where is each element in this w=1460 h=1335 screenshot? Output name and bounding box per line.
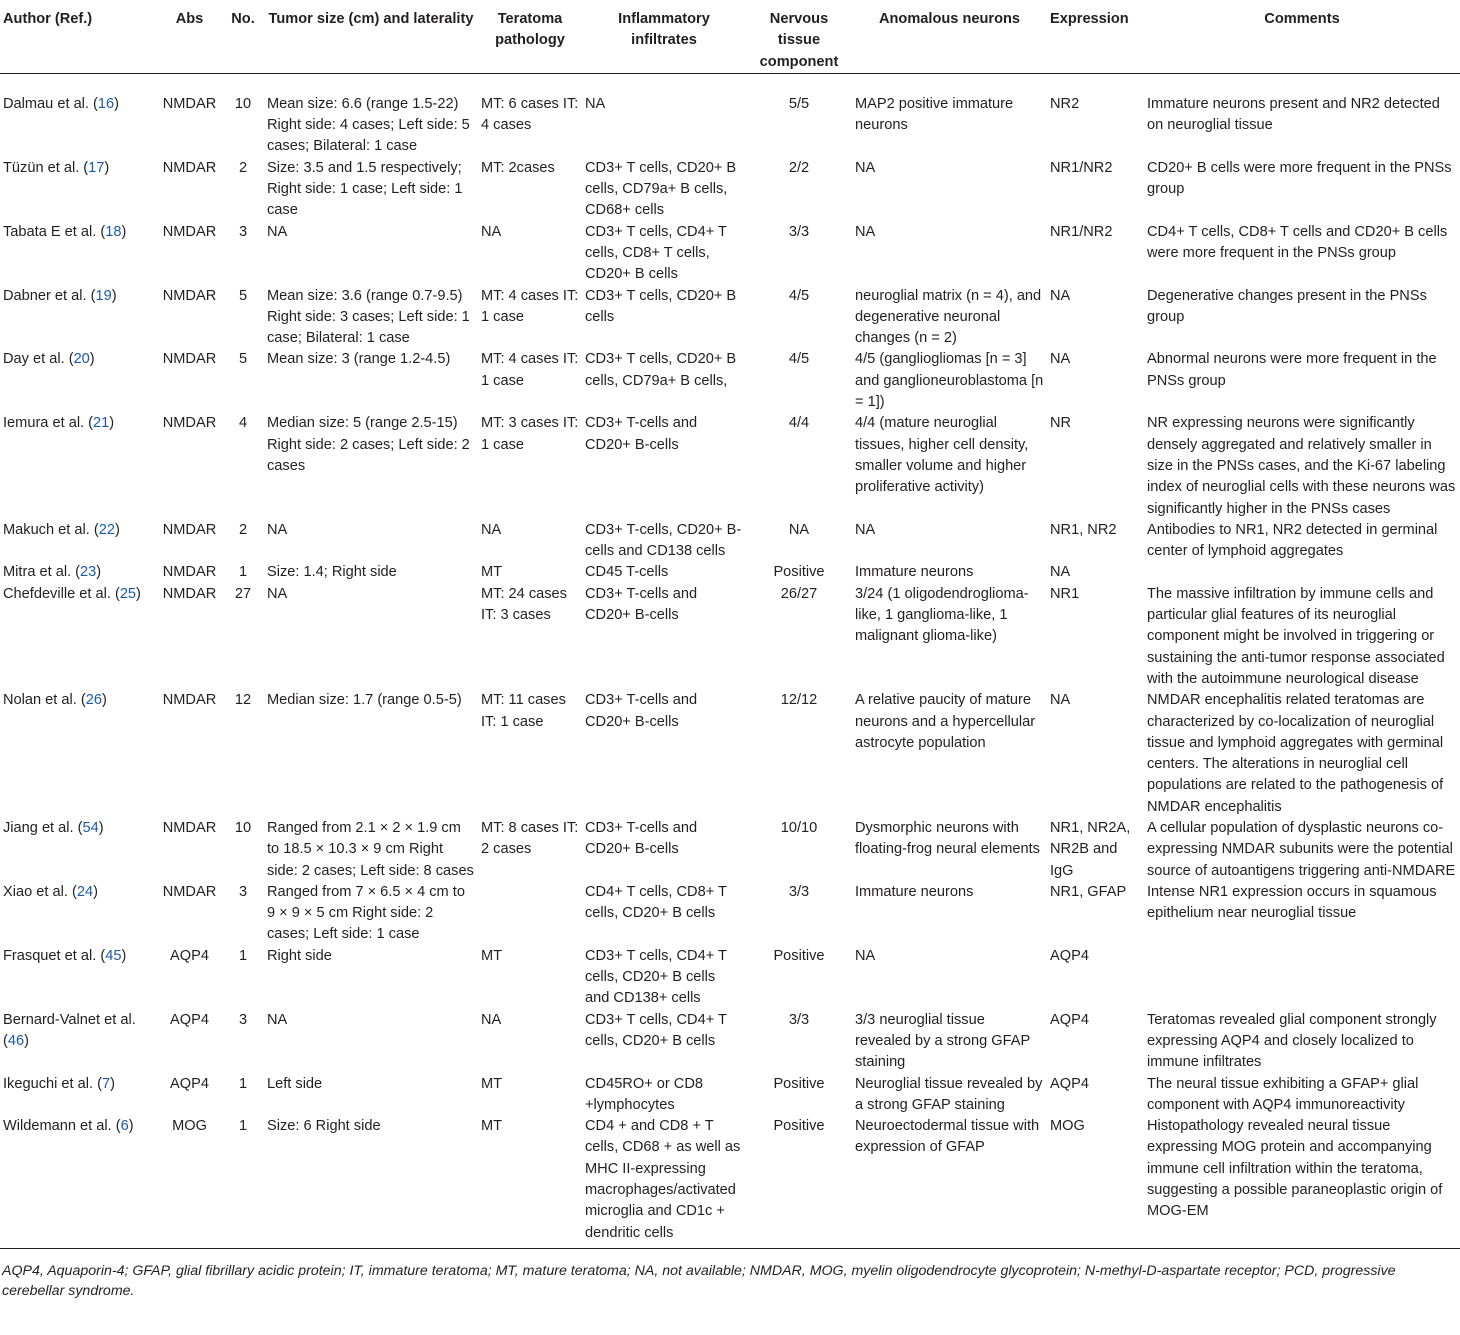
- header-author: Author (Ref.): [0, 0, 157, 73]
- cell-tumor-size: Mean size: 6.6 (range 1.5-22) Right side: 4 cases; Left side: 5 cases; Bilateral: 1 case: [267, 95, 470, 155]
- cell-no: 12: [234, 692, 252, 709]
- cell-comments: Immature neurons present and NR2 detected on neuroglial tissue: [1147, 95, 1440, 134]
- cell-infiltrates: CD3+ T-cells, CD20+ B-cells and CD138 cells: [585, 521, 742, 560]
- cell-no: 10: [234, 95, 252, 112]
- author-name: Chefdeville et al. (: [3, 585, 120, 602]
- table-row: [0, 1116, 1460, 1248]
- author-paren: ): [121, 223, 127, 240]
- cell-abs: NMDAR: [162, 819, 217, 836]
- cell-pathology: MT: 4 cases IT: 1 case: [481, 351, 579, 389]
- cell-expression: NR1, NR2: [1050, 521, 1117, 538]
- author-paren: ): [24, 1032, 29, 1049]
- author-name: Ikeguchi et al. (: [3, 1075, 102, 1092]
- author-paren: ): [96, 564, 102, 581]
- cell-no: 1: [238, 1075, 248, 1092]
- author-paren: ): [114, 521, 120, 538]
- cell-tumor-size: NA: [267, 585, 288, 602]
- cell-tumor-size: NA: [267, 521, 288, 538]
- cell-infiltrates: CD3+ T-cells and CD20+ B-cells: [585, 819, 698, 858]
- cell-comments: [1144, 562, 1460, 583]
- table-row: [0, 818, 1460, 882]
- table-row: [0, 158, 1460, 222]
- cell-no: 10: [234, 819, 252, 836]
- cell-abs: AQP4: [170, 947, 209, 964]
- cell-author: [0, 520, 157, 563]
- cell-expression: NA: [1050, 564, 1071, 581]
- cell-nervous: 12/12: [780, 692, 818, 709]
- author-name: Iemura et al. (: [3, 415, 94, 432]
- cell-expression: NA: [1050, 692, 1071, 709]
- table-footnote: AQP4, Aquaporin-4; GFAP, glial fibrillary acidic protein; IT, immature teratoma; MT, mature teratoma; NA, not available; NMDAR, MOG, myelin oligodendrocyte glycoprotein; N-methyl-D-aspartate receptor; PCD, progressive cerebellar syndrome.: [0, 1248, 1460, 1302]
- cell-nervous: 3/3: [788, 1011, 810, 1028]
- cell-pathology: MT: 24 cases IT: 3 cases: [481, 585, 567, 624]
- cell-abs: NMDAR: [162, 585, 217, 602]
- cell-tumor-size: Mean size: 3 (range 1.2-4.5): [267, 351, 451, 368]
- cell-infiltrates: CD3+ T cells, CD20+ B cells: [585, 287, 737, 325]
- cell-expression: NR1/NR2: [1050, 159, 1113, 176]
- table-row: [0, 349, 1460, 413]
- reference-link[interactable]: 18: [105, 223, 122, 240]
- author-name: Wildemann et al. (: [3, 1118, 121, 1135]
- cell-nervous: 4/4: [788, 415, 810, 432]
- cell-nervous: 4/5: [788, 287, 810, 304]
- table-body: [0, 73, 1460, 1248]
- author-name: Xiao et al. (: [3, 883, 77, 900]
- cell-abs: NMDAR: [162, 521, 217, 538]
- header-infiltrates: Inflammatory infiltrates: [582, 0, 746, 73]
- header-expression: Expression: [1047, 0, 1144, 73]
- cell-neurons: neuroglial matrix (n = 4), and degenerative neuronal changes (n = 2): [855, 287, 1042, 347]
- cell-infiltrates: NA: [585, 95, 606, 112]
- reference-link[interactable]: 46: [7, 1032, 25, 1049]
- header-tumor-size: Tumor size (cm) and laterality: [264, 0, 478, 73]
- author-paren: ): [136, 585, 141, 602]
- cell-nervous: 26/27: [780, 585, 818, 602]
- cell-infiltrates: CD4 + and CD8 + T cells, CD68 + as well as MHC II-expressing macrophages/activated microglia and CD1c + dendritic cells: [585, 1118, 741, 1241]
- cell-abs: NMDAR: [162, 564, 217, 581]
- reference-link[interactable]: 19: [95, 287, 112, 304]
- cell-author: [0, 946, 157, 1010]
- cell-tumor-size: Ranged from 2.1 × 2 × 1.9 cm to 18.5 × 10.3 × 9 cm Right side: 2 cases; Left side: 8 cases: [267, 819, 474, 879]
- cell-infiltrates: CD3+ T-cells and CD20+ B-cells: [585, 692, 698, 730]
- cell-comments: Teratomas revealed glial component strongly expressing AQP4 and closely localized to immune infiltrates: [1147, 1011, 1437, 1071]
- cell-nervous: 4/5: [788, 351, 810, 368]
- cell-expression: MOG: [1050, 1118, 1085, 1135]
- cell-comments: The massive infiltration by immune cells and particular glial features of its neuroglial component might be involved in triggering or sustaining the anti-tumor response associated with the autoimmune neurological disease: [1147, 585, 1445, 687]
- cell-no: 3: [238, 883, 248, 900]
- cell-abs: NMDAR: [162, 692, 217, 709]
- cell-no: 1: [238, 564, 248, 581]
- author-paren: ): [121, 947, 127, 964]
- cell-comments: Histopathology revealed neural tissue expressing MOG protein and accompanying immune cell infiltration within the teratoma, suggesting a possible paraneoplastic origin of MOG-EM: [1147, 1118, 1443, 1220]
- cell-nervous: 5/5: [788, 95, 810, 112]
- table-row: [0, 562, 1460, 583]
- cell-pathology: MT: 8 cases IT: 2 cases: [481, 819, 579, 858]
- reference-link[interactable]: 20: [73, 351, 90, 368]
- cell-expression: NR1, NR2A, NR2B and IgG: [1050, 819, 1131, 879]
- author-name: Tüzün et al. (: [3, 159, 89, 176]
- author-paren: ): [89, 351, 95, 368]
- table-row: [0, 520, 1460, 563]
- table-row: [0, 690, 1460, 818]
- cell-abs: NMDAR: [162, 287, 217, 304]
- cell-no: 5: [238, 287, 248, 304]
- cell-infiltrates: CD4+ T cells, CD8+ T cells, CD20+ B cells: [585, 883, 727, 922]
- cell-pathology: MT: 4 cases IT: 1 case: [481, 287, 579, 325]
- cell-pathology: MT: [481, 947, 503, 964]
- author-paren: ): [98, 819, 104, 836]
- cell-pathology: NA: [481, 223, 502, 240]
- cell-tumor-size: Right side: [267, 947, 332, 964]
- table-row: [0, 286, 1460, 350]
- author-name: Makuch et al. (: [3, 521, 99, 538]
- cell-nervous: Positive: [773, 947, 825, 964]
- header-row: [0, 0, 1460, 73]
- cell-tumor-size: Mean size: 3.6 (range 0.7-9.5) Right side: 3 cases; Left side: 1 case; Bilateral: 1 case: [267, 287, 470, 347]
- cell-author: [0, 73, 157, 157]
- cell-expression: AQP4: [1050, 1075, 1089, 1092]
- cell-comments: CD4+ T cells, CD8+ T cells and CD20+ B cells were more frequent in the PNSs group: [1147, 223, 1448, 261]
- cell-no: 5: [238, 351, 248, 368]
- reference-link[interactable]: 54: [82, 819, 99, 836]
- cell-infiltrates: CD3+ T cells, CD20+ B cells, CD79a+ B cells, CD68+ cells: [585, 159, 737, 219]
- author-name: Dalmau et al. (: [3, 95, 98, 112]
- cell-no: 2: [238, 521, 248, 538]
- cell-nervous: 3/3: [788, 223, 810, 240]
- cell-author: [0, 1116, 157, 1248]
- cell-comments: [1144, 946, 1460, 1010]
- cell-nervous: NA: [788, 521, 810, 538]
- reference-link[interactable]: 21: [93, 415, 110, 432]
- cell-neurons: NA: [855, 947, 876, 964]
- cell-expression: NR2: [1050, 95, 1080, 112]
- reference-link[interactable]: 23: [80, 564, 97, 581]
- cell-nervous: 3/3: [788, 883, 810, 900]
- cell-no: 4: [238, 415, 248, 432]
- cell-nervous: Positive: [773, 564, 825, 581]
- cell-abs: AQP4: [170, 1075, 209, 1092]
- cell-infiltrates: CD3+ T cells, CD20+ B cells, CD79a+ B cells,: [585, 351, 737, 389]
- cell-comments: NR expressing neurons were significantly densely aggregated and relatively smaller in size in the PNSs cases, and the Ki-67 labeling index of neuroglial cells with these neurons was significantly higher in the PNSs cases: [1147, 415, 1456, 517]
- cell-author: [0, 584, 157, 690]
- header-pathology: Teratoma pathology: [478, 0, 582, 73]
- cell-neurons: A relative paucity of mature neurons and a hypercellular astrocyte population: [855, 692, 1036, 751]
- header-abs: Abs: [157, 0, 222, 73]
- cell-expression: NR: [1050, 415, 1072, 432]
- table-row: [0, 73, 1460, 157]
- cell-nervous: Positive: [773, 1118, 825, 1135]
- cell-author: [0, 222, 157, 286]
- cell-expression: NR1/NR2: [1050, 223, 1113, 240]
- cell-abs: NMDAR: [162, 159, 217, 176]
- header-no: No.: [222, 0, 264, 73]
- cell-pathology: MT: 3 cases IT: 1 case: [481, 415, 579, 453]
- cell-expression: AQP4: [1050, 947, 1089, 964]
- cell-pathology: MT: 11 cases IT: 1 case: [481, 692, 566, 730]
- author-paren: ): [114, 95, 120, 112]
- cell-pathology: MT: [481, 1118, 503, 1135]
- table-row: [0, 222, 1460, 286]
- author-name: Dabner et al. (: [3, 287, 96, 304]
- cell-infiltrates: CD45 T-cells: [585, 564, 669, 581]
- cell-comments: Degenerative changes present in the PNSs group: [1147, 287, 1427, 325]
- cell-tumor-size: NA: [267, 1011, 288, 1028]
- cell-comments: CD20+ B cells were more frequent in the PNSs group: [1147, 159, 1452, 198]
- cell-neurons: Neuroectodermal tissue with expression of GFAP: [855, 1118, 1040, 1156]
- cell-expression: NA: [1050, 287, 1071, 304]
- cell-nervous: 2/2: [788, 159, 810, 176]
- cell-pathology: MT: 6 cases IT: 4 cases: [481, 95, 579, 134]
- cell-infiltrates: CD3+ T cells, CD4+ T cells, CD20+ B cells and CD138+ cells: [585, 947, 727, 1007]
- cell-pathology: MT: [481, 564, 503, 581]
- cell-abs: NMDAR: [162, 351, 217, 368]
- cell-comments: A cellular population of dysplastic neurons co-expressing NMDAR subunits were the potential source of autoantigens triggering anti-NMDARE: [1147, 819, 1456, 879]
- cell-tumor-size: Size: 3.5 and 1.5 respectively; Right side: 1 case; Left side: 1 case: [267, 159, 463, 219]
- reference-link[interactable]: 22: [98, 521, 115, 538]
- author-paren: ): [93, 883, 98, 900]
- cell-abs: NMDAR: [162, 883, 217, 900]
- cell-tumor-size: Ranged from 7 × 6.5 × 4 cm to 9 × 9 × 5 cm Right side: 2 cases; Left side: 1 case: [267, 883, 465, 943]
- cell-neurons: Neuroglial tissue revealed by a strong GFAP staining: [855, 1075, 1043, 1113]
- cell-author: [0, 349, 157, 413]
- cell-neurons: Dysmorphic neurons with floating-frog neural elements: [855, 819, 1040, 858]
- author-paren: ): [111, 287, 117, 304]
- cell-abs: MOG: [172, 1118, 207, 1135]
- reference-link[interactable]: 24: [76, 883, 94, 900]
- cell-expression: NA: [1050, 351, 1071, 368]
- cell-comments: Abnormal neurons were more frequent in the PNSs group: [1147, 351, 1437, 389]
- cell-neurons: NA: [855, 223, 876, 240]
- table-row: [0, 946, 1460, 1010]
- cell-infiltrates: CD45RO+ or CD8 +lymphocytes: [585, 1075, 704, 1113]
- cell-pathology: MT: 2cases: [481, 159, 555, 176]
- author-name: Jiang et al. (: [3, 819, 83, 836]
- cell-abs: AQP4: [170, 1011, 209, 1028]
- cell-neurons: 4/4 (mature neuroglial tissues, higher cell density, smaller volume and higher proliferative activity): [855, 415, 1029, 496]
- author-name: Mitra et al. (: [3, 564, 81, 581]
- author-paren: ): [128, 1118, 134, 1135]
- cell-no: 2: [238, 159, 248, 176]
- cell-neurons: NA: [855, 159, 876, 176]
- table-row: [0, 1074, 1460, 1117]
- cell-neurons: NA: [855, 521, 876, 538]
- cell-author: [0, 1074, 157, 1117]
- cell-abs: NMDAR: [162, 95, 217, 112]
- cell-neurons: MAP2 positive immature neurons: [855, 95, 1014, 134]
- cell-author: [0, 690, 157, 818]
- author-paren: ): [109, 415, 115, 432]
- cell-neurons: Immature neurons: [855, 883, 974, 900]
- author-paren: ): [104, 159, 110, 176]
- cell-neurons: 3/3 neuroglial tissue revealed by a strong GFAP staining: [855, 1011, 1030, 1071]
- cell-author: [0, 158, 157, 222]
- cell-tumor-size: Left side: [267, 1075, 323, 1092]
- cell-expression: NR1, GFAP: [1050, 883, 1127, 900]
- cell-nervous: Positive: [773, 1075, 825, 1092]
- author-name: Nolan et al. (: [3, 692, 86, 709]
- cell-author: [0, 413, 157, 519]
- author-name: Tabata E et al. (: [3, 223, 106, 240]
- cell-tumor-size: Median size: 1.7 (range 0.5-5): [267, 692, 462, 709]
- header-neurons: Anomalous neurons: [852, 0, 1047, 73]
- cell-author: [0, 286, 157, 350]
- cell-neurons: 3/24 (1 oligodendroglioma-like, 1 ganglioma-like, 1 malignant glioma-like): [855, 585, 1029, 645]
- table-row: [0, 413, 1460, 519]
- header-comments: Comments: [1144, 0, 1460, 73]
- cell-expression: AQP4: [1050, 1011, 1089, 1028]
- cell-comments: Intense NR1 expression occurs in squamous epithelium near neuroglial tissue: [1147, 883, 1437, 922]
- table-row: [0, 584, 1460, 690]
- reference-link[interactable]: 17: [88, 159, 105, 176]
- cell-no: 27: [234, 585, 252, 602]
- cell-no: 3: [238, 1011, 248, 1028]
- cell-no: 1: [238, 1118, 248, 1135]
- cell-infiltrates: CD3+ T cells, CD4+ T cells, CD20+ B cells: [585, 1011, 727, 1049]
- cell-pathology: NA: [481, 1011, 502, 1028]
- cell-no: 3: [238, 223, 248, 240]
- header-nervous: Nervous tissue component: [746, 0, 852, 73]
- cell-author: [0, 1010, 157, 1074]
- table-row: [0, 1010, 1460, 1074]
- cell-tumor-size: Median size: 5 (range 2.5-15) Right side: 2 cases; Left side: 2 cases: [267, 415, 470, 474]
- author-name: Frasquet et al. (: [3, 947, 106, 964]
- cell-abs: NMDAR: [162, 415, 217, 432]
- reference-link[interactable]: 7: [101, 1075, 111, 1092]
- cell-comments: NMDAR encephalitis related teratomas are characterized by co-localization of neuroglial tissue and lymphoid aggregates with germinal centers. The alterations in neuroglial cell populations are related to the pathogenesis of NMDAR encephalitis: [1147, 692, 1444, 815]
- cell-author: [0, 562, 157, 583]
- author-paren: ): [101, 692, 107, 709]
- cell-infiltrates: CD3+ T cells, CD4+ T cells, CD8+ T cells, CD20+ B cells: [585, 223, 727, 283]
- cell-comments: Antibodies to NR1, NR2 detected in germinal center of lymphoid aggregates: [1147, 521, 1438, 560]
- cell-expression: NR1: [1050, 585, 1080, 602]
- author-name: Day et al. (: [3, 351, 74, 368]
- reference-link[interactable]: 25: [119, 585, 137, 602]
- cell-nervous: 10/10: [780, 819, 818, 836]
- cell-abs: NMDAR: [162, 223, 217, 240]
- cell-author: [0, 882, 157, 946]
- reference-link[interactable]: 6: [120, 1118, 129, 1135]
- author-paren: ): [110, 1075, 115, 1092]
- cell-tumor-size: NA: [267, 223, 288, 240]
- cell-no: 1: [238, 947, 248, 964]
- cell-comments: The neural tissue exhibiting a GFAP+ glial component with AQP4 immunoreactivity: [1147, 1075, 1419, 1113]
- cell-tumor-size: Size: 1.4; Right side: [267, 564, 397, 581]
- cell-pathology: MT: [481, 1075, 503, 1092]
- reference-link[interactable]: 45: [105, 947, 122, 964]
- cell-neurons: Immature neurons: [855, 564, 974, 581]
- cell-author: [0, 818, 157, 882]
- reference-link[interactable]: 26: [85, 692, 102, 709]
- cell-neurons: 4/5 (gangliogliomas [n = 3] and ganglioneuroblastoma [n = 1]): [855, 351, 1044, 411]
- cell-pathology: [478, 882, 582, 946]
- cell-infiltrates: CD3+ T-cells and CD20+ B-cells: [585, 415, 698, 453]
- reference-link[interactable]: 16: [97, 95, 115, 112]
- cell-infiltrates: CD3+ T-cells and CD20+ B-cells: [585, 585, 698, 624]
- cell-tumor-size: Size: 6 Right side: [267, 1118, 381, 1135]
- author-name: Bernard-Valnet et al. (: [3, 1011, 136, 1049]
- cell-pathology: NA: [481, 521, 502, 538]
- table-row: [0, 882, 1460, 946]
